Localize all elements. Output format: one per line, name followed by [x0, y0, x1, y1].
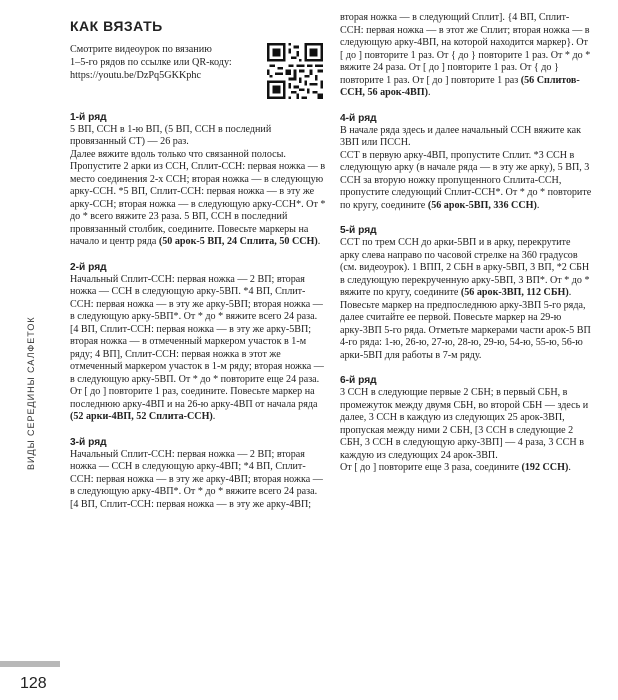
qr-code-icon[interactable] — [267, 43, 323, 99]
page-title: КАК ВЯЗАТЬ — [70, 18, 163, 34]
intro-block — [70, 43, 326, 105]
row-1-section — [70, 111, 326, 249]
row-6-text-2: От [ до ] повторите еще 3 раза, соедините (192 ССН). — [340, 462, 571, 473]
row-3-cont-text: вторая ножка — в следующий Сплит]. {4 ВП, Сплит-ССН: первая ножка — в этот же Сплит; вторая ножка — в следующую арку-4ВП, на которой находится маркер}. От [ до ] повторите 1 раз. От { до } повторите 1 раз. От * до * вяжите 24 раза. От [ до ] повторите 1 раз. От { до } повторите 1 раз. От [ до ] повторите 1 раз (56 Сплитов-ССН, 56 арок-4ВП). — [340, 12, 591, 98]
video-link[interactable]: https://youtu.be/DzPq5GKKphc — [70, 69, 202, 81]
row-2-heading: 2-й ряд — [70, 261, 107, 273]
row-5-text-2: Повесьте маркер на предпоследнюю арку-3ВП 5-го ряда, далее считайте ее первой. Повесьте маркер на 29-ю арку-3ВП 5-го ряда. Отметьте маркерами части арок-5 ВП 4-го ряда: 1-ю, 26-ю, 27-ю, 28-ю, 29-ю, 54-ю, 55-ю, 56-ю арки-5ВП для работы в 7-м ряду. — [340, 299, 591, 361]
row-4-text-1: В начале ряда здесь и далее начальный ССН вяжите как 3ВП или ПССН. — [340, 124, 582, 148]
row-4-section — [340, 112, 592, 213]
left-column — [70, 20, 326, 523]
side-label: ВИДЫ СЕРЕДИНЫ САЛФЕТОК — [26, 316, 36, 470]
row-3-result: (56 Сплитов-ССН, 56 арок-4ВП) — [340, 74, 580, 98]
intro-text — [70, 43, 250, 82]
row-3-heading: 3-й ряд — [70, 436, 107, 448]
row-5-text-1: ССТ по трем ССН до арки-5ВП и в арку, перекрутите арку слева направо по часовой стрелке на 360 градусов (см. видеоурок). 1 ВПП, 2 СБН в арку-5ВП, 3 ВП, *2 СБН в следующую перекрученную арку-5ВП, 3 ВП*. От * до * вяжите по кругу, соедините (56 арок-3ВП, 112 СБН). — [340, 237, 590, 298]
row-2-section — [70, 261, 326, 424]
row-3-section — [70, 436, 326, 512]
intro-line-1: Смотрите видеоурок по вязанию — [70, 43, 212, 55]
row-1-heading: 1-й ряд — [70, 111, 107, 123]
row-4-result: (56 арок-5ВП, 336 ССН) — [427, 199, 537, 211]
row-2-result: (52 арки-4ВП, 52 Сплита-ССН) — [70, 411, 213, 422]
bottom-rule — [0, 661, 60, 667]
row-5-section — [340, 224, 592, 362]
row-1-text-2: Далее вяжите вдоль только что связанной полосы. Пропустите 2 арки из ССН, Сплит-ССН: первая ножка — в место соединения 2-х ССН; вторая ножка — в следующую арку-ССН. *5 ВП, Сплит-ССН: первая ножка — в эту же арку-ССН; вторая ножка — в следующую арку-ССН*. От * до * всего вяжите 23 раза. 5 ВП, ССН в последний провязанный столбик, соедините. Повесьте маркеры на начало и центр ряда (50 арок-5 ВП, 24 Сплита, 50 ССН). — [70, 148, 326, 247]
row-4-text-2: ССТ в первую арку-4ВП, пропустите Сплит. *3 ССН в следующую арку (в начале ряда — в эту же арку), 5 ВП, 3 ССН за вторую ножку пропущенного Сплита-ССН, пропустите следующий Сплит-ССН*. От * до * повторите по кругу, соедините (56 арок-5ВП, 336 ССН). — [340, 149, 592, 211]
row-4-heading: 4-й ряд — [340, 112, 377, 124]
row-6-heading: 6-й ряд — [340, 375, 377, 386]
page-number: 128 — [20, 675, 47, 692]
row-6-result: (192 ССН) — [521, 462, 569, 473]
row-6-section — [340, 374, 592, 475]
row-3-text: Начальный Сплит-ССН: первая ножка — 2 ВП; вторая ножка — ССН в следующую арку-4ВП; *4 ВП, Сплит-ССН: первая ножка — в эту же арку-4ВП; вторая ножка — в следующую арку-4ВП*. От * до * вяжите всего 24 раза. [4 ВП, Сплит-ССН: первая ножка — в эту же арку-4ВП; — [70, 448, 323, 510]
row-2-text: Начальный Сплит-ССН: первая ножка — 2 ВП; вторая ножка — ССН в следующую арку-5ВП. *4 ВП, Сплит-ССН: первая ножка — в эту же арку-5ВП; вторая ножка — в следующую арку-5ВП*. От * до * вяжите всего 24 раза. [4 ВП, Сплит-ССН: первая ножка — в эту же арку-5ВП; вторая ножка — в отмеченный маркером участок в 1-м ряду; 4 ВП], Сплит-ССН: первая ножка в этот же отмеченный маркером участок в 1-м ряду; вторая ножка — в следующую арку-5ВП. От * до * повторите еще 24 раза. От [ до ] повторите 1 раз, соедините. Повесьте маркер на последнюю арку-4ВП и на 26-ю арку-4ВП от начала ряда (52 арки-4ВП, 52 Сплита-ССН). — [70, 273, 324, 422]
row-5-result: (56 арок-3ВП, 112 СБН) — [460, 287, 569, 298]
intro-line-2: 1–5-го рядов по ссылке или QR-коду: — [70, 56, 232, 68]
right-column — [340, 12, 592, 487]
row-6-text-1: 3 ССН в следующие первые 2 СБН; в первый СБН, в промежуток между двумя СБН, во второй СБН — здесь и далее, 3 ССН в каждую из следующих 25 арок-3ВП, пропуская между ними 2 СБН, [3 ССН в следующие 2 СБН, 3 ССН в следующую арку-3ВП] — 4 раза, 3 ССН в каждую из следующих 24 арок-3ВП. — [340, 387, 589, 461]
row-1-result: (50 арок-5 ВП, 24 Сплита, 50 ССН) — [158, 236, 318, 247]
row-5-heading: 5-й ряд — [340, 225, 377, 236]
row-1-text-1: 5 ВП, ССН в 1-ю ВП, (5 ВП, ССН в последний провязанный СТ) — 26 раз. — [70, 123, 272, 147]
row-3-continued — [340, 12, 592, 100]
